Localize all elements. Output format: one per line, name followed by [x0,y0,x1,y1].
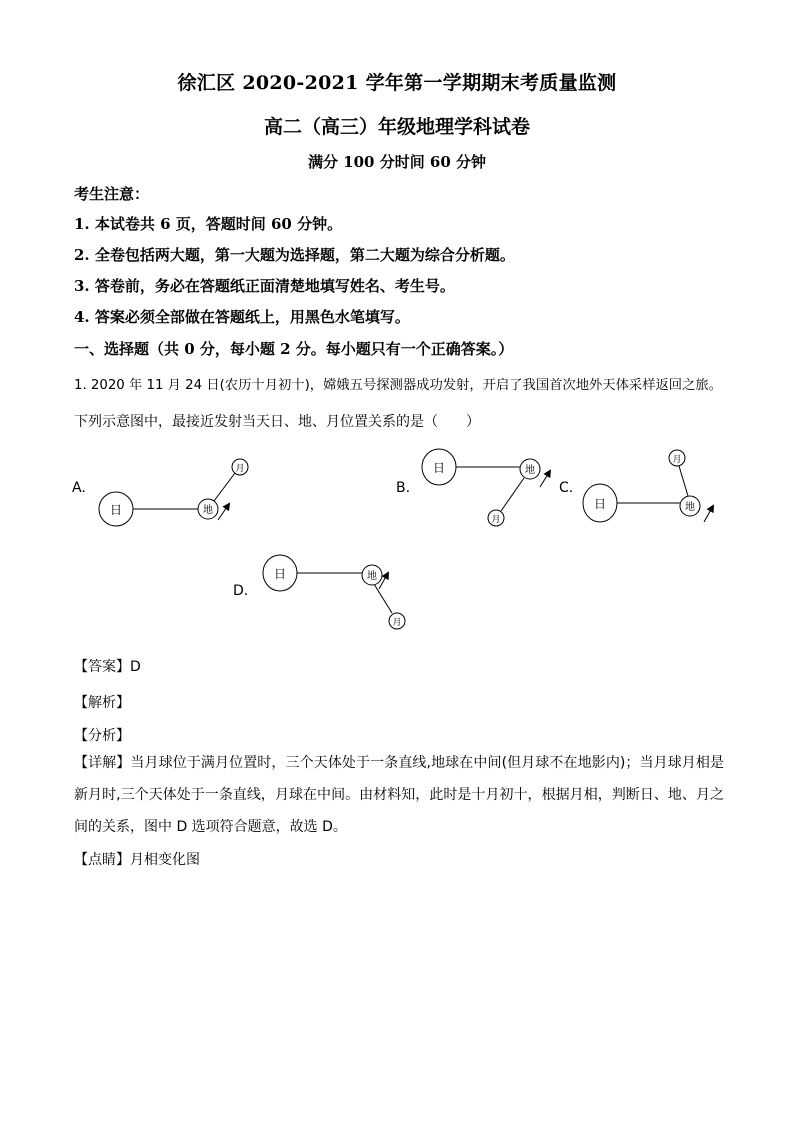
option-a-label: A. [72,480,86,496]
notice-heading: 考生注意： [74,185,150,203]
question-stem-line: 下列示意图中，最接近发射当天日、地、月位置关系的是（ ） [74,414,480,430]
section-heading: 一、选择题（共 0 分，每小题 2 分。每小题只有一个正确答案。） [74,340,514,358]
earth-label: 地 [367,571,377,582]
diagram-a [99,459,248,526]
sun-label: 日 [273,567,287,581]
option-b-label: B. [396,480,411,496]
earth-label: 地 [203,505,213,516]
answer-tag: 【答案】 [74,659,130,675]
notice-item: 1. 本试卷共 6 页，答题时间 60 分钟。 [74,215,343,233]
earth-label: 地 [525,465,535,476]
sun-label: 日 [109,503,123,517]
diagram-d [263,555,405,629]
moon-label: 月 [491,515,501,525]
moon-label: 月 [392,618,402,628]
earth-label: 地 [685,502,695,513]
detail-paragraph [74,747,724,843]
direction-arrow-icon [704,506,713,522]
moon-label: 月 [672,455,682,465]
exam-score-time: 满分 100 分时间 60 分钟 [307,153,487,171]
answer-value: D [130,659,141,675]
question-stem-line: 1. 2020 年 11 月 24 日(农历十月初十)，嫦娥五号探测器成功发射，开启了我国首次地外天体采样返回之旅。 [74,378,722,393]
point-text: 月相变化图 [130,852,200,868]
exam-subtitle: 高二（高三）年级地理学科试卷 [263,116,530,138]
detail-text: 当月球位于满月位置时，三个天体处于一条直线,地球在中间(但月球不在地影内)；当月球月相是新月时,三个天体处于一条直线，月球在中间。由材料知，此时是十月初十，根据月相，判断日、地、月之间的关系，图中 D 选项符合题意，故选 D。 [74,755,725,835]
direction-arrow-icon [218,504,229,520]
sun-label: 日 [593,497,607,511]
sun-label: 日 [432,461,446,475]
diagram-c [583,450,713,522]
analysis-tag: 【解析】 [74,695,130,711]
detail-tag: 【详解】 [74,755,131,771]
answer-line [74,656,141,676]
point-line [74,849,200,869]
option-d-label: D. [233,583,249,599]
moon-label: 月 [235,464,245,474]
fenxi-tag: 【分析】 [74,728,130,744]
point-tag: 【点睛】 [74,852,130,868]
notice-item: 3. 答卷前，务必在答题纸正面清楚地填写姓名、考生号。 [74,277,455,295]
option-c-label: C. [559,480,574,496]
exam-title: 徐汇区 2020-2021 学年第一学期期末考质量监测 [177,72,617,94]
direction-arrow-icon [540,471,550,487]
notice-item: 2. 全卷包括两大题，第一大题为选择题，第二大题为综合分析题。 [74,246,515,264]
diagram-b [422,449,550,526]
notice-item: 4. 答案必须全部做在答题纸上，用黑色水笔填写。 [74,308,410,326]
